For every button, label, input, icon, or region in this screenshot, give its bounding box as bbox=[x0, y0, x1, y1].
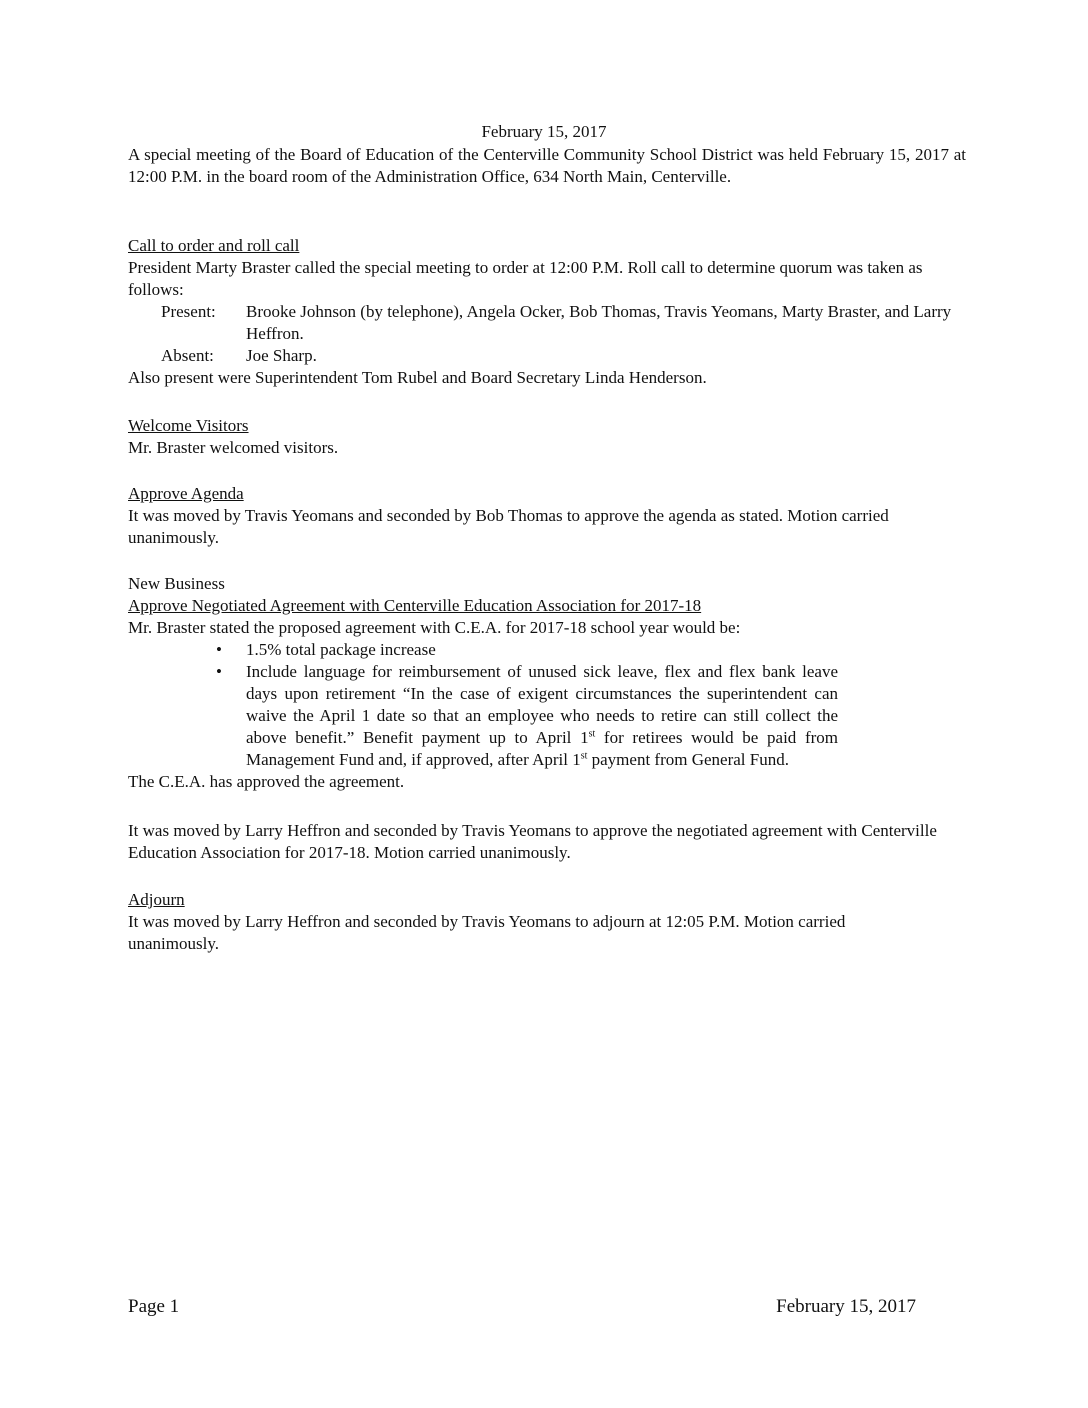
roll-call-text: President Marty Braster called the special meeting to order at 12:00 P.M. Roll call to determine quorum was taken as follows: bbox=[128, 258, 923, 299]
list-item-text-part-a: Include language for reimbursement of unused sick leave, flex and flex bank leave days upon retirement “In the case of exigent circumstances the superintendent can waive the April 1 date so that an employee who needs to retire can still collect the above benefit.” Benefit payment up to April 1 bbox=[246, 662, 838, 747]
agenda-heading: Approve Agenda bbox=[128, 484, 244, 503]
intro-paragraph: A special meeting of the Board of Education of the Centerville Community School District was held February 15, 2017 at 12:00 P.M. in the board room of the Administration Office, 634 North Main, Centerville. bbox=[128, 145, 966, 186]
superscript: st bbox=[588, 728, 596, 740]
agreement-motion-text: It was moved by Larry Heffron and seconded by Travis Yeomans to approve the negotiated agreement with Centerville Education Association for 2017-18. Motion carried unanimously. bbox=[128, 821, 937, 862]
cea-approved-text: The C.E.A. has approved the agreement. bbox=[128, 772, 405, 791]
superscript: st bbox=[580, 750, 588, 762]
attendance-list bbox=[161, 301, 966, 367]
welcome-section bbox=[128, 415, 966, 459]
page-number: Page 1 bbox=[128, 1296, 180, 1317]
adjourn-text: It was moved by Larry Heffron and seconded by Travis Yeomans to adjourn at 12:05 P.M. Motion carried unanimously. bbox=[128, 912, 846, 953]
absent-label: Absent: bbox=[161, 346, 214, 365]
present-value: Brooke Johnson (by telephone), Angela Ocker, Bob Thomas, Travis Yeomans, Marty Braster, and Larry Heffron. bbox=[246, 302, 952, 343]
agenda-text: It was moved by Travis Yeomans and seconded by Bob Thomas to approve the agenda as stated. Motion carried unanimously. bbox=[128, 506, 889, 547]
agreement-heading: Approve Negotiated Agreement with Centerville Education Association for 2017-18 bbox=[128, 596, 702, 615]
absent-value: Joe Sharp. bbox=[246, 346, 317, 365]
welcome-heading: Welcome Visitors bbox=[128, 416, 249, 435]
new-business-section bbox=[128, 573, 966, 793]
roll-call-heading: Call to order and roll call bbox=[128, 236, 300, 255]
list-item-text-part-c: payment from General Fund. bbox=[587, 750, 789, 769]
footer-date: February 15, 2017 bbox=[776, 1296, 916, 1317]
list-item-text: 1.5% total package increase bbox=[246, 640, 436, 659]
bullet-icon: • bbox=[216, 640, 222, 659]
list-item-text-part-b: for retirees would be paid from Management Fund and, if approved, after April 1 bbox=[246, 728, 839, 769]
document-date: February 15, 2017 bbox=[481, 122, 607, 141]
roll-call-section bbox=[128, 235, 966, 389]
also-present-text: Also present were Superintendent Tom Rubel and Board Secretary Linda Henderson. bbox=[128, 368, 707, 387]
agenda-section bbox=[128, 483, 966, 549]
agreement-text: Mr. Braster stated the proposed agreement with C.E.A. for 2017-18 school year would be: bbox=[128, 618, 741, 637]
list-item bbox=[216, 661, 838, 771]
list-item bbox=[216, 639, 838, 661]
adjourn-heading: Adjourn bbox=[128, 890, 185, 909]
welcome-text: Mr. Braster welcomed visitors. bbox=[128, 438, 339, 457]
adjourn-section bbox=[128, 889, 966, 955]
agreement-terms-list bbox=[216, 639, 838, 771]
new-business-heading: New Business bbox=[128, 574, 225, 593]
present-label: Present: bbox=[161, 302, 216, 321]
bullet-icon: • bbox=[216, 662, 222, 681]
